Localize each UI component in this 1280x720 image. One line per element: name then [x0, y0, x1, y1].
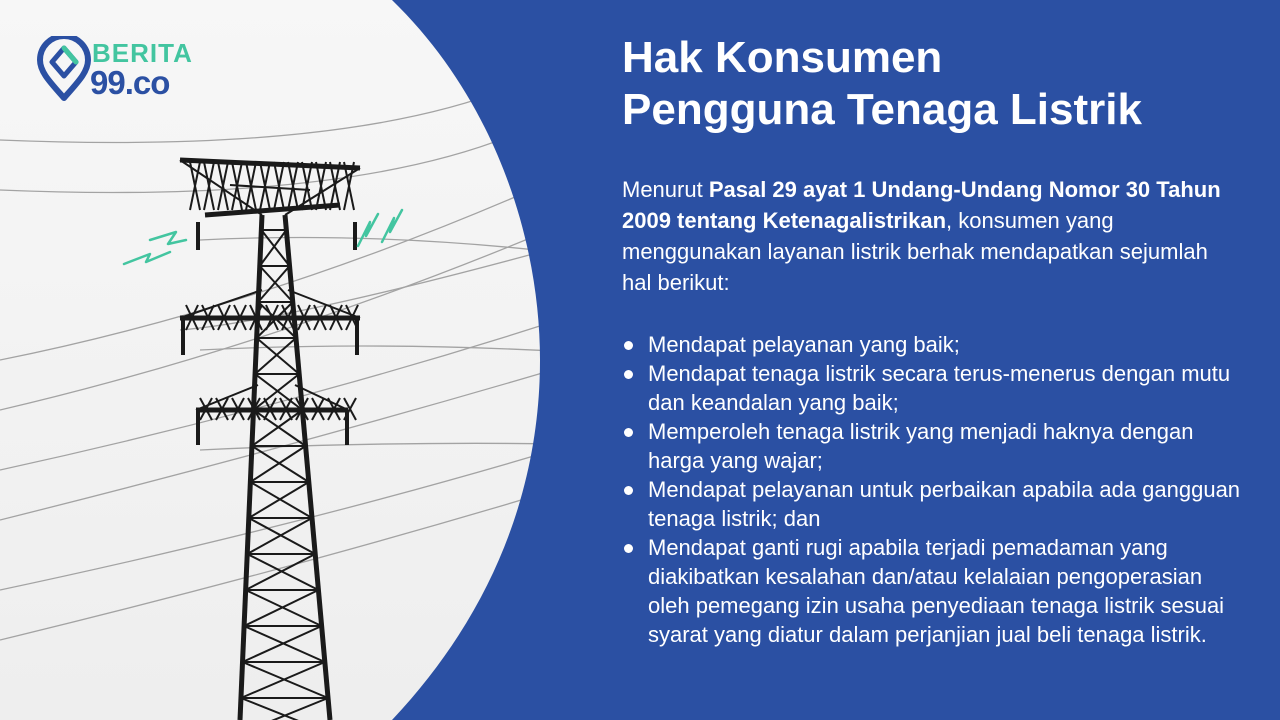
- logo-word-berita: BERITA: [92, 38, 193, 68]
- bullet-icon: [624, 486, 633, 495]
- list-item-text: Mendapat tenaga listrik secara terus-menerus dengan mutu dan keandalan yang baik;: [648, 361, 1231, 415]
- list-item: [622, 475, 1242, 533]
- list-item: [622, 417, 1242, 475]
- bullet-icon: [624, 341, 633, 350]
- location-pin-icon: [36, 36, 92, 102]
- page-title: [622, 32, 1262, 136]
- intro-suffix: , konsumen yang menggunakan layanan listrik berhak mendapatkan sejumlah hal berikut:: [622, 208, 1208, 295]
- list-item: [622, 330, 1242, 359]
- list-item: [622, 359, 1242, 417]
- list-item: [622, 533, 1242, 649]
- title-line-2: Pengguna Tenaga Listrik: [622, 85, 1142, 134]
- list-item-text: Mendapat pelayanan untuk perbaikan apabila ada gangguan tenaga listrik; dan: [648, 477, 1241, 531]
- logo-word-99co: 99.co: [90, 64, 170, 101]
- bullet-icon: [624, 428, 633, 437]
- intro-paragraph: [622, 174, 1232, 298]
- title-line-1: Hak Konsumen: [622, 33, 943, 82]
- list-item-text: Mendapat ganti rugi apabila terjadi pemadaman yang diakibatkan kesalahan dan/atau kelalaian pengoperasian oleh pemegang izin usaha penyediaan tenaga listrik sesuai syarat yang diatur dalam perjanjian jual beli tenaga listrik.: [648, 535, 1225, 647]
- intro-law-reference: Pasal 29 ayat 1 Undang-Undang Nomor 30 Tahun 2009 tentang Ketenagalistrikan: [622, 177, 1221, 233]
- bullet-icon: [624, 544, 633, 553]
- list-item-text: Memperoleh tenaga listrik yang menjadi haknya dengan harga yang wajar;: [648, 419, 1194, 473]
- list-item-text: Mendapat pelayanan yang baik;: [648, 332, 960, 357]
- bullet-icon: [624, 370, 633, 379]
- intro-prefix: Menurut: [622, 177, 709, 202]
- rights-list: [622, 330, 1242, 649]
- logo: [36, 36, 206, 106]
